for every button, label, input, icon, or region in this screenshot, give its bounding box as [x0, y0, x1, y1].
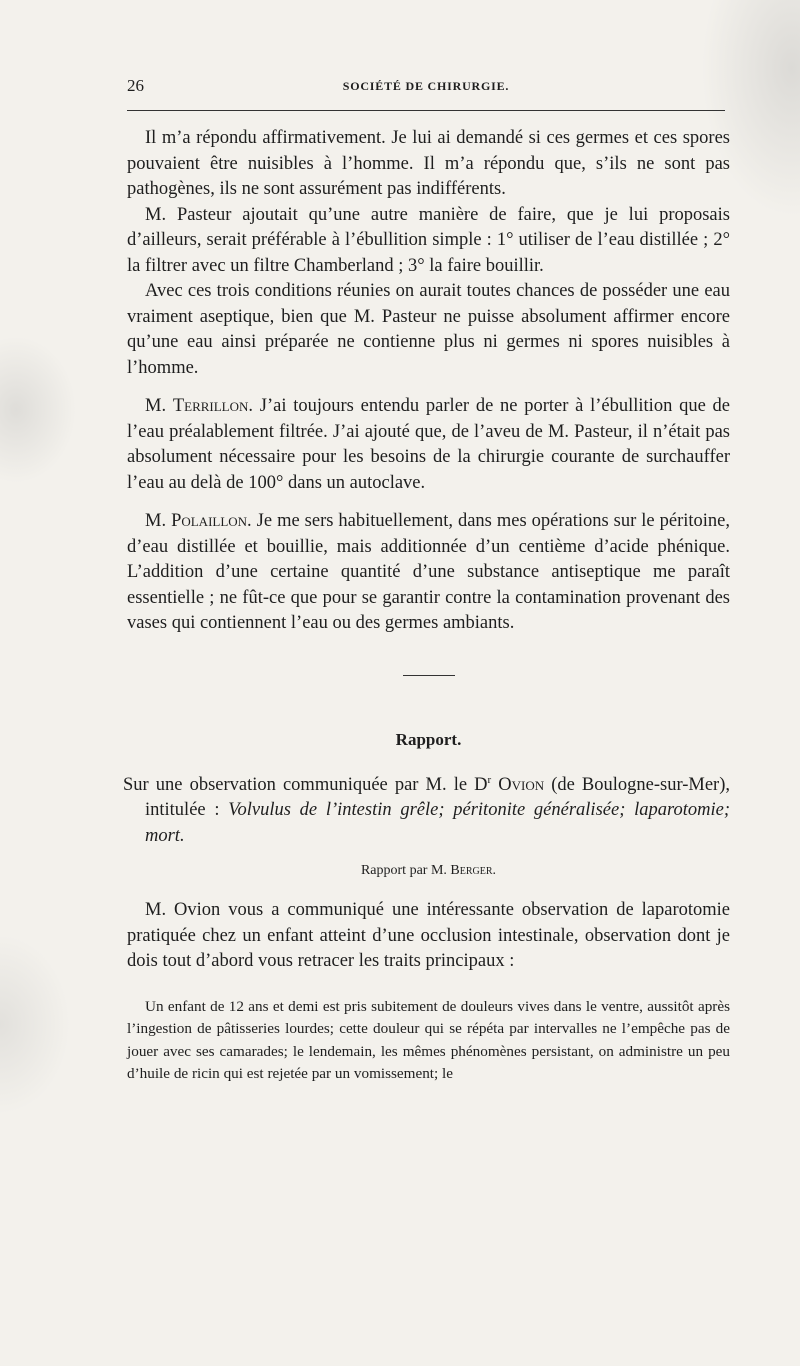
running-title: SOCIÉTÉ DE CHIRURGIE. [342, 79, 510, 93]
subject-author: Ovion [491, 774, 545, 795]
reporter-prefix: Rapport par M. [360, 863, 451, 879]
body-text [123, 126, 731, 1086]
speaker-name-polaillon: Polaillon. [171, 511, 252, 531]
page-number: 26 [127, 76, 144, 95]
paragraph-pasteur-reply: Il m’a répondu affirmativement. Je lui ai demandé si ces germes et ces spores pouvaient être nuisibles à l’homme. Il m’a répondu que, s’ils ne sont pas pathogènes, ils ne sont assurément pas indifférents. [127, 128, 730, 199]
paragraph-aseptic-water: Avec ces trois conditions réunies on aurait toutes chances de posséder une eau vraiment aseptique, bien que M. Pasteur ne puisse absolument affirmer encore qu’une eau ainsi préparée ne contienne plus ni germes ni spores nuisibles à l’homme. [127, 281, 730, 378]
speech-text: J’ai toujours entendu parler de ne porter à l’ébullition que de l’eau préalablement filtrée. J’ai ajouté que, de l’aveu de M. Pasteur, il n’était pas absolument nécessaire pour les besoins de la chirurgie courante de surchauffer l’eau au delà de 100° dans un autoclave. [127, 396, 730, 493]
running-head [127, 76, 725, 102]
speaker-prefix: M. [145, 511, 172, 531]
paragraph-terrillon [127, 394, 730, 496]
subject-title: Volvulus de l’intestin grêle; péritonite généralisée; laparotomie; mort. [145, 800, 731, 846]
speaker-name-terrillon: Terrillon. [172, 396, 254, 416]
reporter-line [127, 861, 730, 881]
section-title: Rapport. [395, 729, 462, 749]
subject-dr-sup: r [487, 773, 492, 786]
paragraph-ovion-observation: M. Ovion vous a communiqué une intéressante observation de laparotomie pratiquée chez un enfant atteint d’une occlusion intestinale, observation dont je dois tout d’abord vous retracer les traits principaux : [127, 900, 730, 972]
speaker-prefix: M. [145, 396, 173, 416]
paragraph-case-description: Un enfant de 12 ans et demi est pris subitement de douleurs vives dans le ventre, aussitôt après l’ingestion de pâtisseries lourdes; cette douleur qui se répéta par intervalles ne l’empêche pas de jouer avec ses camarades; le lendemain, les mêmes phénomènes persistant, on administre un peu d’huile de ricin qui est rejetée par un vomissement; le [127, 997, 730, 1083]
subject-start: Sur une observation communiquée par M. le D [123, 774, 488, 795]
report-subject [123, 768, 730, 850]
subject-place: (de Boulogne-sur-Mer), intitulée : [145, 774, 730, 821]
paragraph-polaillon [127, 509, 730, 637]
paragraph-pasteur-method: M. Pasteur ajoutait qu’une autre manière de faire, que je lui proposais d’ailleurs, serait préférable à l’ébullition simple : 1° utiliser de l’eau distillée ; 2° la filtrer avec un filtre Chamberland ; 3° la faire bouillir. [127, 204, 730, 276]
reporter-name: Berger. [450, 863, 497, 879]
section-separator [403, 675, 455, 676]
header-rule [127, 110, 725, 111]
speech-text: Je me sers habituellement, dans mes opérations sur le péritoine, d’eau distillée et bouillie, mais additionnée d’un centième d’acide phénique. L’addition d’une certaine quantité d’une substance antiseptique me paraît essentielle ; ne fût-ce que pour se garantir contre la contamination provenant des vases qui contiennent l’eau ou des germes ambiants. [127, 511, 730, 633]
